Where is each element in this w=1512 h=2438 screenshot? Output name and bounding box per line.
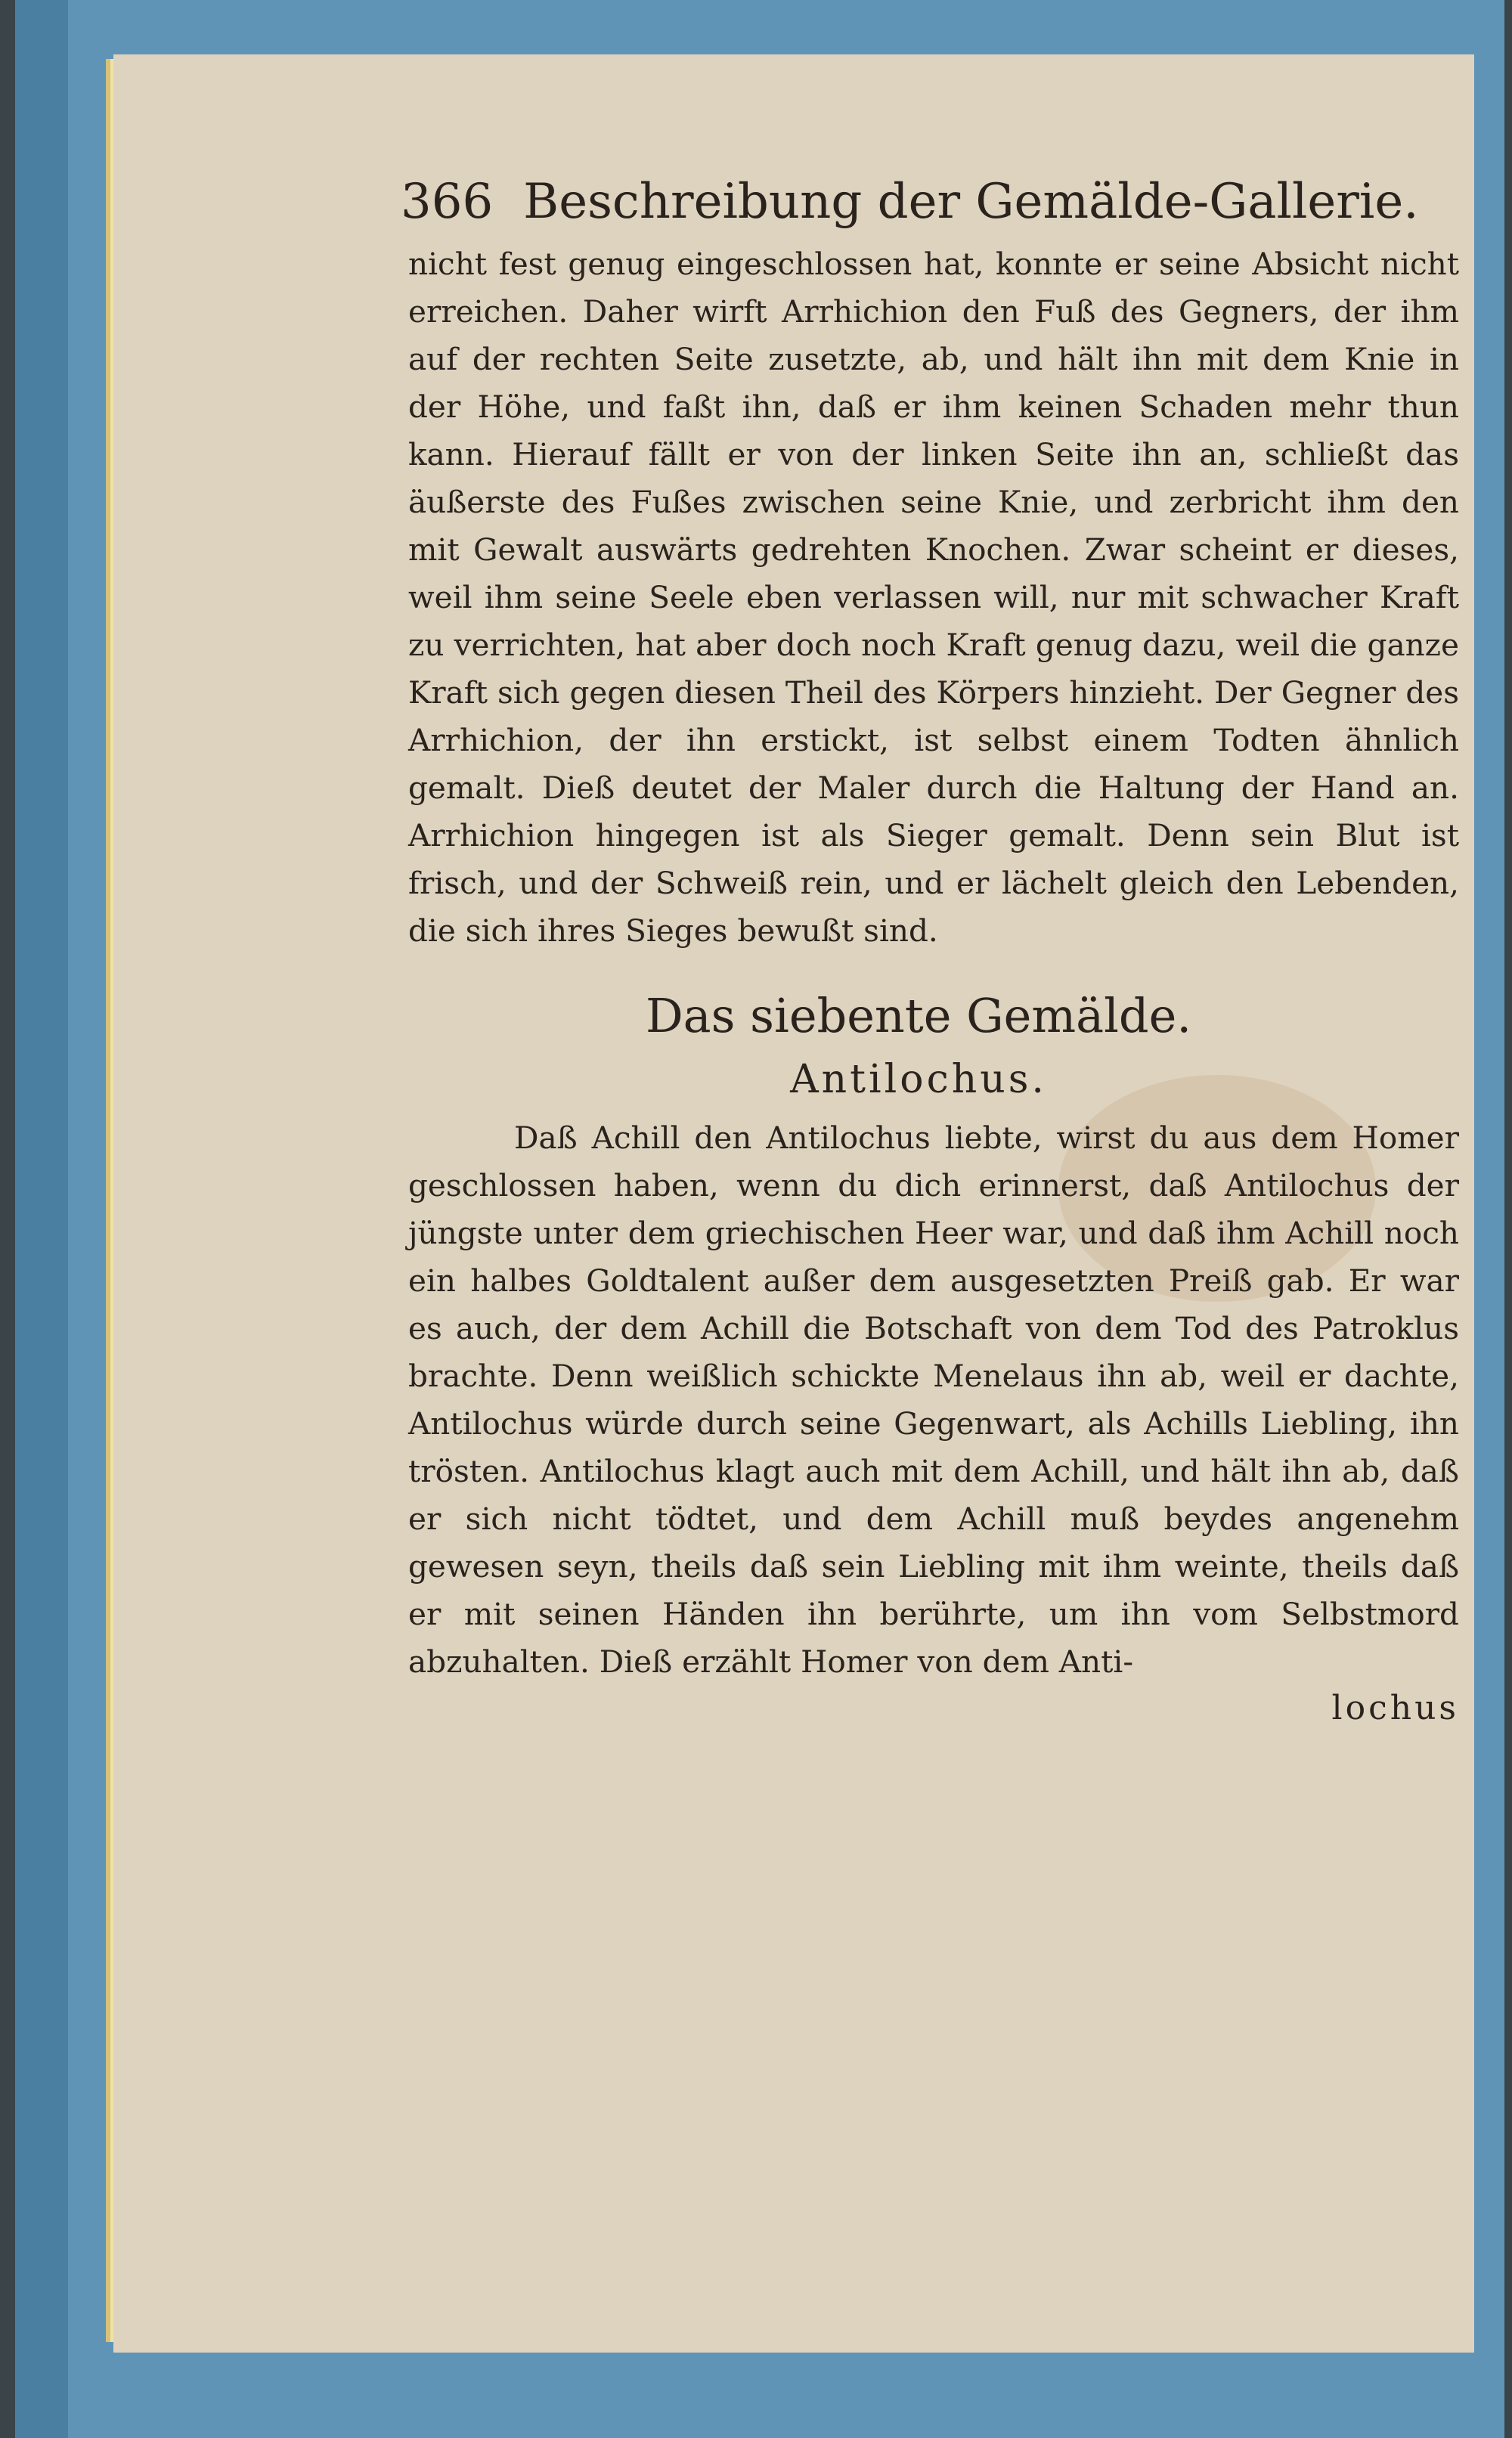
- section-heading: Das siebente Gemälde.: [645, 988, 1192, 1043]
- cover-spine-edge: [15, 0, 68, 2438]
- page-text: [378, 174, 1459, 1727]
- section-subheading: Antilochus.: [790, 1057, 1047, 1102]
- second-paragraph: Daß Achill den Antilochus liebte, wirst du aus dem Homer geschlossen haben, wenn du dich erinnerst, daß Antilochus der jüngste unter dem griechischen Heer war, und daß ihm Achill noch ein halbes Goldtalent außer dem ausgesetzten Preiß gab. Er war es auch, der dem Achill die Botschaft von dem Tod des Patroklus brachte. Denn weißlich schickte Menelaus ihn ab, weil er dachte, Antilochus würde durch seine Gegenwart, als Achills Liebling, ihn trösten. Antilochus klagt auch mit dem Achill, und hält ihn ab, daß er sich nicht tödtet, und dem Achill muß beydes angenehm gewesen seyn, theils daß sein Liebling mit ihm weinte, theils daß er mit seinen Händen ihn berührte, um ihn vom Selbstmord abzuhalten. Dieß erzählt Homer von dem Anti-: [408, 1120, 1459, 1680]
- running-head: [378, 174, 1459, 230]
- first-paragraph: nicht fest genug eingeschlossen hat, konnte er seine Absicht nicht erreichen. Daher wirft Arrhichion den Fuß des Gegners, der ihm auf der rechten Seite zusetzte, ab, und hält ihn mit dem Knie in der Höhe, und faßt ihn, daß er ihm keinen Schaden mehr thun kann. Hierauf fällt er von der linken Seite ihn an, schließt das äußerste des Fußes zwischen seine Knie, und zerbricht ihm den mit Gewalt auswärts gedrehten Knochen. Zwar scheint er dieses, weil ihm seine Seele eben verlassen will, nur mit schwacher Kraft zu verrichten, hat aber doch noch Kraft genug dazu, weil die ganze Kraft sich gegen diesen Theil des Körpers hinzieht. Der Gegner des Arrhichion, der ihn erstickt, ist selbst einem Todten ähnlich gemalt. Dieß deutet der Maler durch die Haltung der Hand an. Arrhichion hingegen ist als Sieger gemalt. Denn sein Blut ist frisch, und der Schweiß rein, und er lächelt gleich den Lebenden, die sich ihres Sieges bewußt sind.: [408, 246, 1459, 949]
- catchword: lochus: [1331, 1689, 1459, 1727]
- running-title: Beschreibung der Gemälde-Gallerie.: [523, 174, 1419, 230]
- page-number: 366: [401, 174, 494, 230]
